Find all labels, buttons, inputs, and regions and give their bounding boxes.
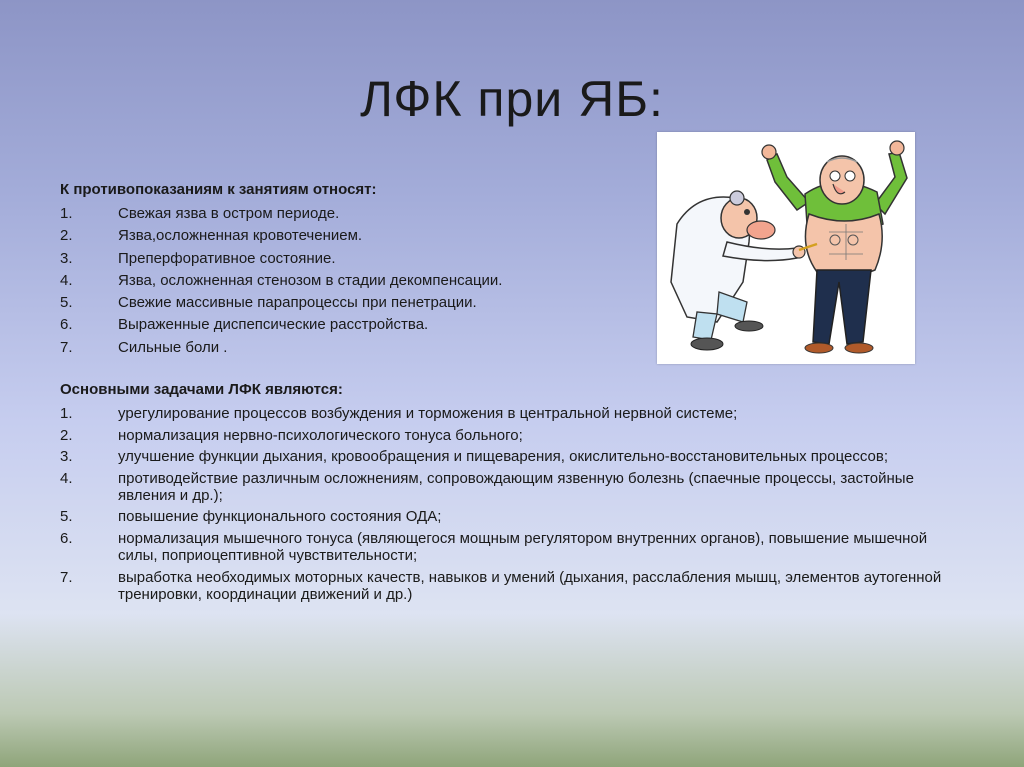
item-text: нормализация мышечного тонуса (являющегося мощным регулятором внутренних органов), повышение мышечной силы, поприоцептивной чувствительности; [118,529,928,564]
item-number: 2. [60,426,73,444]
item-number: 2. [60,227,73,245]
item-number: 3. [60,249,73,267]
item-number: 7. [60,338,73,356]
contraindications-list [60,205,640,361]
list-item [60,508,960,525]
item-text: Свежие массивные парапроцессы при пенетрации. [118,294,477,312]
patient-figure [762,141,907,353]
item-number: 6. [60,529,73,547]
item-number: 1. [60,405,73,422]
list-item [60,470,960,504]
item-number: 4. [60,271,73,289]
item-text: Сильные боли . [118,338,228,356]
item-number: 7. [60,568,73,586]
doctor-figure [671,191,817,350]
list-item [60,339,640,356]
list-item [60,530,960,564]
item-number: 3. [60,448,73,466]
tasks-heading: Основными задачами ЛФК являются: [60,381,343,398]
item-text: противодействие различным осложнениям, сопровождающим язвенную болезнь (спаечные процессы, застойные явления и др.); [118,469,914,504]
item-number: 6. [60,316,73,334]
list-item [60,250,640,267]
item-text: повышение функционального состояния ОДА; [118,508,442,526]
item-text: урегулирование процессов возбуждения и торможения в центральной нервной системе; [118,405,738,422]
item-text: выработка необходимых моторных качеств, навыков и умений (дыхания, расслабления мышц, элементов аутогенной тренировки, координации движений и др.) [118,568,942,603]
doctor-patient-illustration [657,132,915,364]
item-text: Язва,осложненная кровотечением. [118,227,363,245]
item-number: 4. [60,469,73,487]
item-text: Преперфоративное состояние. [118,249,336,267]
list-item [60,405,960,422]
list-item [60,569,960,603]
item-text: Выраженные диспепсические расстройства. [118,316,429,334]
list-item [60,294,640,311]
list-item [60,272,640,289]
list-item [60,205,640,222]
tasks-list [60,405,960,607]
item-text: Свежая язва в остром периоде. [118,205,340,222]
list-item [60,448,960,465]
item-number: 1. [60,205,73,222]
item-text: нормализация нервно-психологического тонуса больного; [118,426,523,444]
item-text: улучшение функции дыхания, кровообращения и пищеварения, окислительно-восстановительных процессов; [118,448,889,466]
item-text: Язва, осложненная стенозом в стадии декомпенсации. [118,271,503,289]
cartoon-drawing [657,132,915,364]
list-item [60,316,640,333]
item-number: 5. [60,294,73,312]
contraindications-heading: К противопоказаниям к занятиям относят: [60,181,377,198]
list-item [60,227,640,244]
slide-title: ЛФК при ЯБ: [360,71,664,127]
list-item [60,427,960,444]
item-number: 5. [60,508,73,526]
